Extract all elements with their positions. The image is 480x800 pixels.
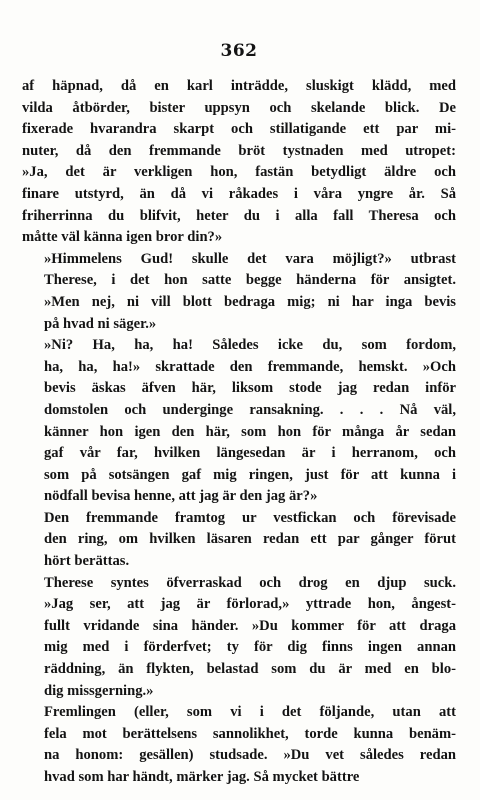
text-line: fela mot berättelsens sannolikhet, torde kunna benäm- [44,725,456,742]
paragraph [22,702,456,788]
paragraph [22,573,456,703]
paragraph [22,335,456,508]
text-line: hört berättas. [44,553,130,570]
text-line: vilda åtbörder, bister uppsyn och skelande blick. De [22,99,456,116]
text-line: den ring, om hvilken läsaren redan ett par gånger förut [44,531,456,548]
text-line: dig missgerning.» [44,682,154,699]
text-line: friherrinna du blifvit, heter du i alla fall Theresa och [22,207,456,224]
page-number: 362 [220,41,258,61]
text-line: räddning, än flykten, belastad som du är med en blo- [44,661,456,678]
paragraph [22,508,456,573]
text-line: som på sotsängen gaf mig ringen, just för att kunna i [44,466,456,483]
text-line: Therese syntes öfverraskad och drog en djup suck. [44,574,456,591]
paragraph [22,249,456,335]
text-line: finare utstyrd, än då vi råkades i våra yngre år. Så [22,185,456,202]
text-line: Den fremmande framtog ur vestfickan och förevisade [44,509,456,526]
text-line: nuter, då den fremmande bröt tystnaden med utropet: [22,142,456,159]
text-line: hvad som har händt, märker jag. Så mycket bättre [44,769,360,785]
text-line: fixerade hvarandra skarpt och stillatigande ett par mi- [22,121,456,138]
text-line: »Ni? Ha, ha, ha! Således icke du, som fordom, [44,337,456,354]
paragraph [22,76,456,249]
text-line: bevis äskas äfven här, liksom stode jag redan inför [44,380,456,397]
text-line: mig med i förderfvet; ty för dig finns ingen annan [44,639,456,656]
text-line: på hvad ni säger.» [44,315,157,332]
text-line: nödfall bevisa henne, att jag är den jag är?» [44,488,318,505]
text-line: Therese, i det hon satte begge händerna för ansigtet. [44,272,456,289]
text-line: »Jag ser, att jag är förlorad,» yttrade hon, ångest- [44,596,456,613]
text-line: måtte väl känna igen bror din?» [22,229,223,246]
text-line: ha, ha, ha!» skrattade den fremmande, hemskt. »Och [44,358,456,375]
text-line: gaf vår far, hvilken längesedan är i herranom, och [44,445,456,462]
text-line: af häpnad, då en karl inträdde, sluskigt klädd, med [22,78,456,94]
text-line: Fremlingen (eller, som vi i det följande, utan att [44,704,456,721]
text-line: »Himmelens Gud! skulle det vara möjligt?» utbrast [44,250,456,267]
text-line: fullt vridande sina händer. »Du kommer för att draga [44,617,456,634]
text-line: känner hon igen den här, som hon för många år sedan [44,423,456,440]
text-line: »Ja, det är verkligen hon, fastän betydligt äldre och [22,164,456,181]
text-line: na honom: gesällen) studsade. »Du vet således redan [44,747,456,764]
text-line: domstolen och underginge ransakning. . . . Nå väl, [44,401,456,418]
body-text [22,76,456,789]
text-line: »Men nej, ni vill blott bedraga mig; ni har inga bevis [44,293,456,310]
